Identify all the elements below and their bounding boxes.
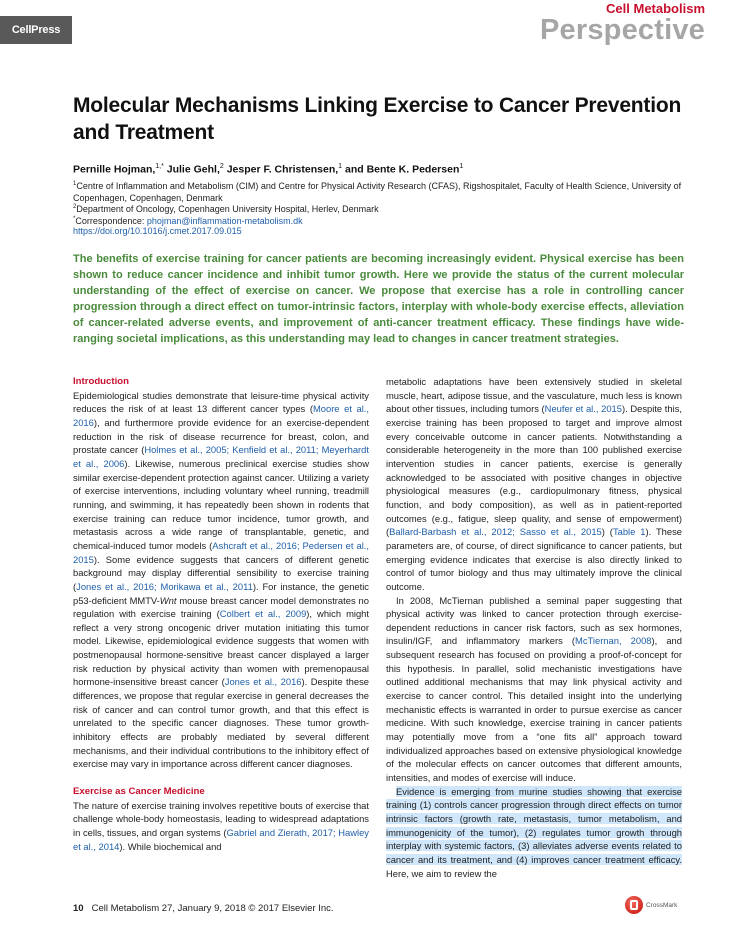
author-list [73, 163, 463, 176]
abstract: The benefits of exercise training for cancer patients are becoming increasingly evident. Physical exercise has been shown to reduce cancer incidence and inhibit tumor growth. Here we provide the status of the current molecular understanding of the effect of exercise on cancer. We propose that exercise has a role in controlling cancer progression through a direct effect on tumor-intrinsic factors, interplay with whole-body exercise effects, alleviation of cancer-related adverse events, and improvement of anti-cancer treatment efficacy. These findings have wide-ranging societal implications, as this understanding may lead to changes in cancer treatment strategies. [73, 253, 684, 345]
body-paragraph: Epidemiological studies demonstrate that leisure-time physical activity reduces the risk of at least 13 different cancer types (Moore et al., 2016), and furthermore provide evidence for an exercise-dependent reduction in the risk of disease recurrence for breast, colon, and prostate cancer (Holmes et al., 2005; Kenfield et al., 2011; Meyerhardt et al., 2006). Likewise, numerous preclinical exercise studies show similar exercise-dependent protection against cancer. Utilizing a variety of exercise interventions, including voluntary wheel running, treadmill running, and swimming, it has repeatedly been shown in rodents that exercise training can reduce tumor incidence, tumor growth, and metastasis across a wide range of transplantable, genetic, and chemical-induced tumor models (Ashcraft et al., 2016; Pedersen et al., 2015). Some evidence suggests that cancers of different genetic background may display differential sensibility to exercise training (Jones et al., 2016; Morikawa et al., 2011). For instance, the genetic p53-deficient MMTV-Wnt mouse breast cancer model demonstrates no regulation with exercise training (Colbert et al., 2009), which might reflect a very strong oncogenic driver mutation initiating this tumor model. Likewise, epidemiological evidence suggests that women with postmenopausal hormone-sensitive breast cancer displayed a larger risk reduction by physical activity than women with premenopausal hormone-insensitive breast cancer (Jones et al., 2016). Despite these differences, we propose that regular exercise in general decreases the risk of cancer and can control tumor growth, and that this effect is unrelated to the specific cancer diagnoses. These tumor growth-inhibitory effects are probably mediated by several different mechanisms, and their individual contributions to the inhibitory effect of exercise may vary in importance across different cancer diagnoses. [73, 389, 369, 770]
author-name: Jesper F. Christensen, [223, 163, 339, 176]
article-title: Molecular Mechanisms Linking Exercise to Cancer Prevention and Treatment [73, 94, 682, 144]
citation-link[interactable]: Gabriel and Zierath, 2017; Hawley et al., 2014 [73, 827, 369, 852]
citation-link[interactable]: Neufer et al., 2015 [544, 403, 622, 415]
left-column [73, 375, 369, 853]
citation-link[interactable]: Ballard-Barbash et al., 2012; Sasso et al., 2015 [389, 526, 602, 538]
body-paragraph: The nature of exercise training involves repetitive bouts of exercise that challenge whole-body homeostasis, leading to widespread adaptations in cells, tissues, and organ systems (Gabriel and Zierath, 2017; Hawley et al., 2014). While biochemical and [73, 799, 369, 852]
author-sup: 1 [338, 163, 343, 170]
table-link[interactable]: Table 1 [612, 526, 646, 538]
correspondence-label: Correspondence: [75, 216, 147, 226]
cellpress-logo: CellPress [0, 16, 72, 44]
citation-link[interactable]: Ashcraft et al., 2016; Pedersen et al., 2015 [73, 539, 369, 565]
author-name: and Bente K. Pedersen [342, 163, 460, 176]
affiliation-sup: 2 [73, 204, 77, 210]
author-name: Julie Gehl, [163, 163, 220, 176]
author-name: Pernille Hojman, [73, 163, 156, 176]
page-number: 10 [73, 903, 84, 914]
affiliation-sup: 1 [73, 181, 77, 187]
affiliation-text: Centre of Inflammation and Metabolism (CIM) and Centre for Physical Activity Research (CFAS), Rigshospitalet, Faculty of Health Science, University of Copenhagen, Copenhagen, Denmark [73, 181, 682, 203]
affiliation-text: Department of Oncology, Copenhagen University Hospital, Herlev, Denmark [76, 204, 379, 214]
author-sup: 1 [459, 163, 464, 170]
crossmark-label: CrossMark [646, 901, 678, 909]
citation-link[interactable]: Jones et al., 2016 [224, 676, 302, 688]
body-paragraph: metabolic adaptations have been extensively studied in skeletal muscle, heart, adipose tissue, and the vasculature, much less is known about other tissues, including tumors (Neufer et al., 2015). Despite this, exercise training has been proposed to target and improve almost every conceivable outcome in cancer patients. Notwithstanding a considerable heterogeneity in the more than 100 published exercise intervention studies in cancer patients, exercise is generally acknowledged to be associated with positive changes in objective physiological measures (e.g., cardiopulmonary fitness, physical function, and body composition), as well as in patient-reported outcomes (e.g., fatigue, sleep quality, and sense of empowerment) (Ballard-Barbash et al., 2012; Sasso et al., 2015) (Table 1). These parameters are, of course, of direct significance to cancer patients, but emerging evidence indicates that exercise is also directly linked to control of tumor biology and thus may ultimately improve the clinical outcome. [386, 376, 683, 592]
doi-link[interactable]: https://doi.org/10.1016/j.cmet.2017.09.015 [73, 226, 242, 236]
footer-citation: Cell Metabolism 27, January 9, 2018 © 2017 Elsevier Inc. [91, 903, 334, 914]
highlighted-text: Evidence is emerging from murine studies showing that exercise training (1) controls cancer progression through direct effects on tumor intrinsic factors (growth rate, metastasis, tumor metabolism, and immunogenicity of the tumor), (2) regulates tumor growth through interplay with systemic factors, (3) alleviates adverse events related to cancer and its treatment, and (4) improves cancer treatment efficacy. [386, 785, 682, 865]
doi-line [73, 225, 693, 237]
section-heading-introduction: Introduction [73, 376, 129, 387]
right-column [386, 375, 682, 880]
page-footer [73, 903, 334, 914]
correspondence-sup: * [73, 216, 76, 222]
email-link[interactable]: phojman@inflammation-metabolism.dk [146, 216, 303, 226]
body-paragraph: In 2008, McTiernan published a seminal paper suggesting that physical activity was linked to cancer protection through exercise-dependent reductions in cancer risk factors, such as sex hormones, insulin/IGF, and inflammatory markers (McTiernan, 2008), and subsequent research has focused on providing a proof-of-concept for this hypothesis. In parallel, solid mechanistic investigations have outlined additional mechanisms that may link physical activity and exercise to cancer control. This detailed insight into the underlying mechanistic effects is warranted in order to pursue exercise as cancer medicine. With such knowledge, exercise training in cancer patients may potentially move from a “one fits all” approach toward individualized approaches based on extensive physiological knowledge of the molecular effects on cancer outcomes that different amounts, intensities, and modes of exercise will induce. [386, 594, 682, 784]
body-paragraph: Evidence is emerging from murine studies showing that exercise training (1) controls cancer progression through direct effects on tumor intrinsic factors (growth rate, metastasis, tumor metabolism, and immunogenicity of the tumor), (2) regulates tumor growth through interplay with systemic factors, (3) alleviates adverse events related to cancer and its treatment, and (4) improves cancer treatment efficacy. Here, we aim to review the [386, 785, 682, 879]
crossmark-badge[interactable] [625, 896, 677, 914]
citation-link[interactable]: Holmes et al., 2005; Kenfield et al., 2011; Meyerhardt et al., 2006 [73, 444, 369, 469]
section-type: Perspective [539, 14, 705, 46]
author-sup: 2 [219, 163, 224, 170]
citation-link[interactable]: Colbert et al., 2009 [219, 608, 307, 620]
citation-link[interactable]: McTiernan, 2008 [575, 635, 652, 647]
citation-link[interactable]: Moore et al., 2016 [73, 403, 369, 428]
citation-link[interactable]: Jones et al., 2016; Morikawa et al., 2011 [76, 580, 253, 592]
section-heading-exercise: Exercise as Cancer Medicine [73, 786, 205, 798]
journal-name: Cell Metabolism [606, 1, 705, 16]
crossmark-icon [625, 896, 643, 914]
author-sup: 1,* [155, 163, 164, 170]
